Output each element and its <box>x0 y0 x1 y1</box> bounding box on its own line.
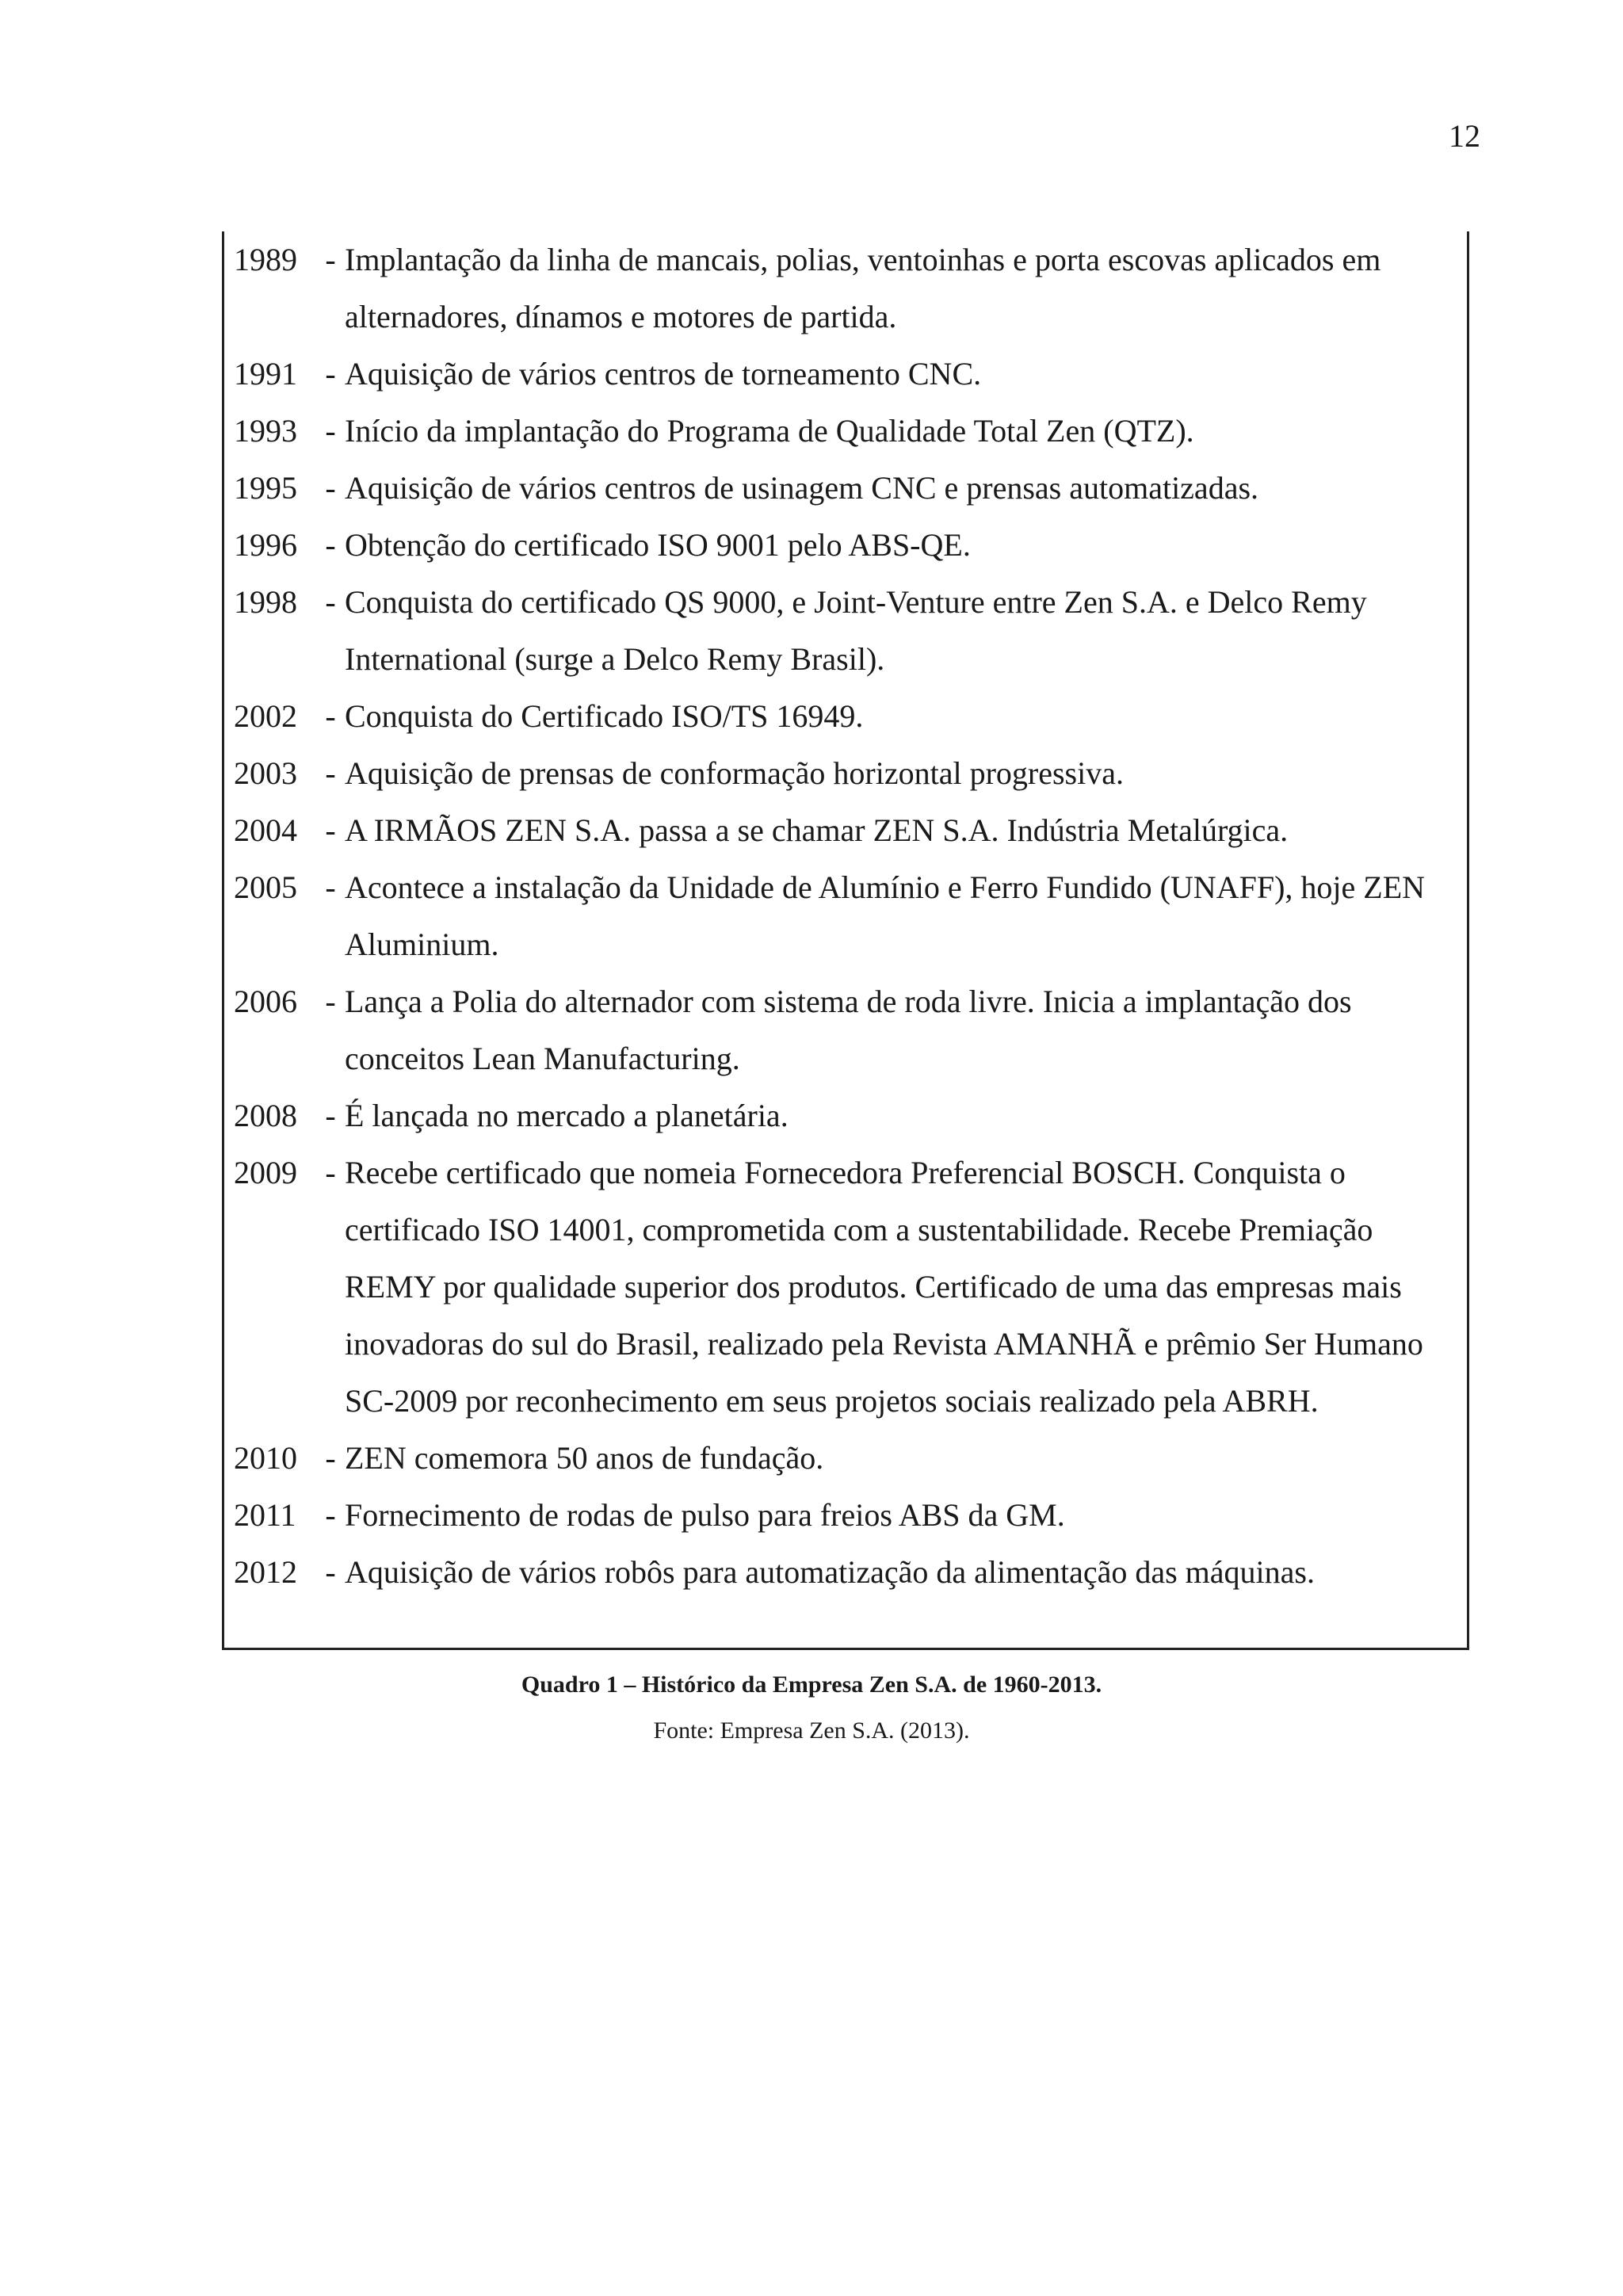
row-separator: - <box>325 984 336 1019</box>
row-separator: - <box>325 584 336 620</box>
row-year: 1998 <box>234 584 297 620</box>
row-year: 2002 <box>234 698 297 734</box>
row-year: 2003 <box>234 755 297 791</box>
table-row <box>234 802 1451 859</box>
table-row <box>234 403 1451 460</box>
row-separator: - <box>325 755 336 791</box>
row-description: Lança a Polia do alternador com sistema de roda livre. Inicia a implantação dos conceitos Lean Manufacturing. <box>345 984 1352 1076</box>
row-description: Início da implantação do Programa de Qualidade Total Zen (QTZ). <box>345 413 1194 449</box>
page-number: 12 <box>1449 118 1480 154</box>
row-separator: - <box>325 356 336 392</box>
row-separator: - <box>325 470 336 506</box>
row-year: 2005 <box>234 869 297 905</box>
row-description: Obtenção do certificado ISO 9001 pelo ABS-QE. <box>345 527 971 563</box>
table-row <box>234 1144 1451 1430</box>
table-source: Fonte: Empresa Zen S.A. (2013). <box>653 1717 970 1744</box>
row-year: 1993 <box>234 413 297 449</box>
row-description: Fornecimento de rodas de pulso para freios ABS da GM. <box>345 1497 1065 1533</box>
row-year: 2009 <box>234 1155 297 1190</box>
row-year: 2004 <box>234 812 297 848</box>
table-row <box>234 1087 1451 1144</box>
table-row <box>234 1430 1451 1487</box>
table-row <box>234 460 1451 517</box>
table-caption: Quadro 1 – Histórico da Empresa Zen S.A. de 1960-2013. <box>521 1671 1102 1698</box>
row-year: 2011 <box>234 1497 296 1533</box>
row-separator: - <box>325 1098 336 1133</box>
row-year: 1991 <box>234 356 297 392</box>
row-separator: - <box>325 1554 336 1590</box>
row-description: Recebe certificado que nomeia Fornecedora Preferencial BOSCH. Conquista o certificado ISO 14001, comprometida com a sustentabilidade. Recebe Premiação REMY por qualidade superior dos produtos. Certificado de uma das empresas mais inovadoras do sul do Brasil, realizado pela Revista AMANHÃ e prêmio Ser Humano SC-2009 por reconhecimento em seus projetos sociais realizado pela ABRH. <box>345 1155 1423 1419</box>
row-description: Aquisição de prensas de conformação horizontal progressiva. <box>345 755 1124 791</box>
row-separator: - <box>325 812 336 848</box>
row-description: Aquisição de vários robôs para automatização da alimentação das máquinas. <box>345 1554 1315 1590</box>
row-year: 2008 <box>234 1098 297 1133</box>
table-row <box>234 973 1451 1087</box>
history-rows <box>234 231 1451 1601</box>
table-row <box>234 517 1451 574</box>
table-row <box>234 231 1451 346</box>
row-description: Conquista do certificado QS 9000, e Joint-Venture entre Zen S.A. e Delco Remy International (surge a Delco Remy Brasil). <box>345 584 1367 677</box>
table-row <box>234 859 1451 973</box>
row-separator: - <box>325 1440 336 1476</box>
row-year: 2012 <box>234 1554 297 1590</box>
row-year: 2010 <box>234 1440 297 1476</box>
table-row <box>234 745 1451 802</box>
row-description: Aquisição de vários centros de usinagem CNC e prensas automatizadas. <box>345 470 1259 506</box>
row-description: Conquista do Certificado ISO/TS 16949. <box>345 698 864 734</box>
row-separator: - <box>325 413 336 449</box>
table-row <box>234 688 1451 745</box>
table-row <box>234 346 1451 403</box>
row-year: 1989 <box>234 242 297 277</box>
table-row <box>234 1544 1451 1601</box>
table-row <box>234 574 1451 688</box>
row-description: Acontece a instalação da Unidade de Alumínio e Ferro Fundido (UNAFF), hoje ZEN Aluminium. <box>345 869 1426 962</box>
table-row <box>234 1487 1451 1544</box>
row-separator: - <box>325 869 336 905</box>
row-description: Aquisição de vários centros de torneamento CNC. <box>345 356 982 392</box>
row-description: Implantação da linha de mancais, polias, ventoinhas e porta escovas aplicados em alternadores, dínamos e motores de partida. <box>345 242 1381 334</box>
row-year: 1996 <box>234 527 297 563</box>
row-separator: - <box>325 1497 336 1533</box>
row-separator: - <box>325 1155 336 1190</box>
row-year: 1995 <box>234 470 297 506</box>
row-year: 2006 <box>234 984 297 1019</box>
history-table <box>222 231 1469 1650</box>
row-description: ZEN comemora 50 anos de fundação. <box>345 1440 824 1476</box>
row-separator: - <box>325 242 336 277</box>
row-description: A IRMÃOS ZEN S.A. passa a se chamar ZEN S.A. Indústria Metalúrgica. <box>345 812 1289 848</box>
row-description: É lançada no mercado a planetária. <box>345 1098 789 1133</box>
row-separator: - <box>325 527 336 563</box>
row-separator: - <box>325 698 336 734</box>
